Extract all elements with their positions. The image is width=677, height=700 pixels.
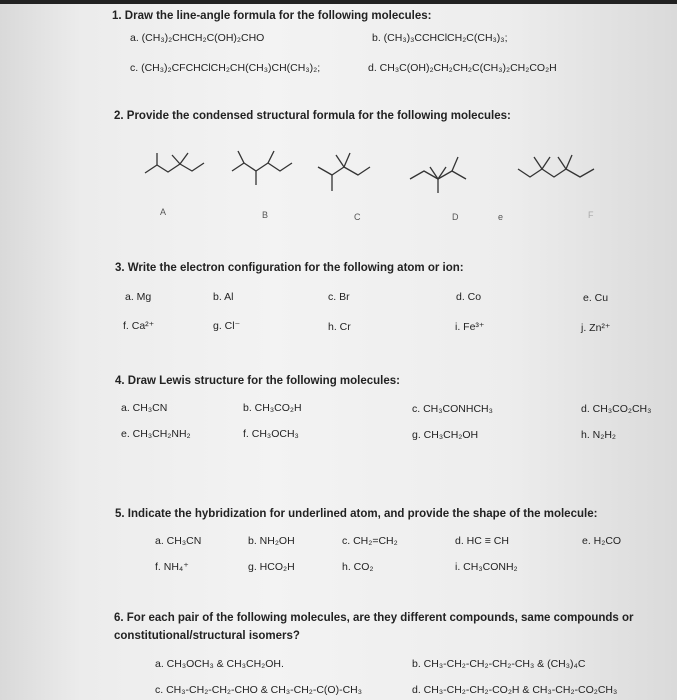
structure-d	[410, 157, 466, 193]
question-4-title: 4. Draw Lewis structure for the following molecules:	[115, 375, 400, 387]
structure-b	[232, 151, 292, 185]
q5-item-c: c. CH₂=CH₂	[342, 535, 398, 547]
question-2-title: 2. Provide the condensed structural formula for the following molecules:	[114, 110, 511, 122]
q5-item-f: f. NH₄⁺	[155, 561, 189, 573]
q5-item-a: a. CH₃CN	[155, 535, 202, 547]
question-1-title: 1. Draw the line-angle formula for the following molecules:	[112, 10, 432, 22]
q6-item-c: c. CH₃-CH₂-CH₂-CHO & CH₃-CH₂-C(O)-CH₃	[155, 684, 363, 696]
label-e: e	[498, 212, 504, 222]
q4-item-e: e. CH₃CH₂NH₂	[121, 428, 191, 440]
structure-c	[318, 153, 370, 191]
structure-e	[518, 155, 594, 177]
q6-item-b: b. CH₃-CH₂-CH₂-CH₂-CH₃ & (CH₃)₄C	[412, 658, 586, 670]
q4-item-g: g. CH₃CH₂OH	[412, 429, 479, 441]
label-f: F	[588, 210, 594, 220]
q3-item-b: b. Al	[213, 291, 234, 303]
q4-item-c: c. CH₃CONHCH₃	[412, 403, 493, 415]
skeletal-structures	[140, 145, 620, 215]
q1-item-c: c. (CH₃)₂CFCHClCH₂CH(CH₃)CH(CH₃)₂;	[130, 62, 321, 74]
photo-edge	[0, 0, 677, 4]
q5-item-i: i. CH₃CONH₂	[455, 561, 518, 573]
q6-item-a: a. CH₃OCH₃ & CH₃CH₂OH.	[155, 658, 284, 670]
label-a: A	[160, 207, 167, 217]
q3-item-c: c. Br	[328, 291, 350, 303]
q4-item-h: h. N₂H₂	[581, 429, 616, 441]
q4-item-b: b. CH₃CO₂H	[243, 402, 302, 414]
q1-item-d: d. CH₃C(OH)₂CH₂CH₂C(CH₃)₂CH₂CO₂H	[368, 62, 557, 74]
q1-item-b: b. (CH₃)₃CCHClCH₂C(CH₃)₃;	[372, 32, 508, 44]
q3-item-f: f. Ca²⁺	[123, 320, 155, 332]
q1-item-a: a. (CH₃)₂CHCH₂C(OH)₂CHO	[130, 32, 265, 44]
q5-item-d: d. HC ≡ CH	[455, 535, 509, 547]
q5-item-e: e. H₂CO	[582, 535, 622, 547]
question-6-title-line2: constitutional/structural isomers?	[114, 630, 300, 642]
q3-item-h: h. Cr	[328, 321, 351, 333]
q5-item-g: g. HCO₂H	[248, 561, 295, 573]
q5-item-b: b. NH₂OH	[248, 535, 295, 547]
q6-item-d: d. CH₃-CH₂-CH₂-CO₂H & CH₃-CH₂-CO₂CH₃	[412, 684, 618, 696]
q3-item-e: e. Cu	[583, 292, 609, 304]
label-d: D	[452, 212, 459, 222]
q3-item-j: j. Zn²⁺	[581, 322, 611, 334]
q4-item-f: f. CH₃OCH₃	[243, 428, 299, 440]
q3-item-a: a. Mg	[125, 291, 152, 303]
q3-item-g: g. Cl⁻	[213, 320, 241, 332]
structure-a	[145, 153, 204, 173]
question-5-title: 5. Indicate the hybridization for underlined atom, and provide the shape of the molecule:	[115, 508, 598, 520]
q4-item-a: a. CH₃CN	[121, 402, 168, 414]
q4-item-d: d. CH₃CO₂CH₃	[581, 403, 652, 415]
question-3-title: 3. Write the electron configuration for the following atom or ion:	[115, 262, 464, 274]
q3-item-d: d. Co	[456, 291, 482, 303]
q5-item-h: h. CO₂	[342, 561, 374, 573]
label-c: C	[354, 212, 361, 222]
q3-item-i: i. Fe³⁺	[455, 321, 485, 333]
question-6-title-line1: 6. For each pair of the following molecules, are they different compounds, same compounds or	[114, 612, 634, 624]
label-b: B	[262, 210, 269, 220]
